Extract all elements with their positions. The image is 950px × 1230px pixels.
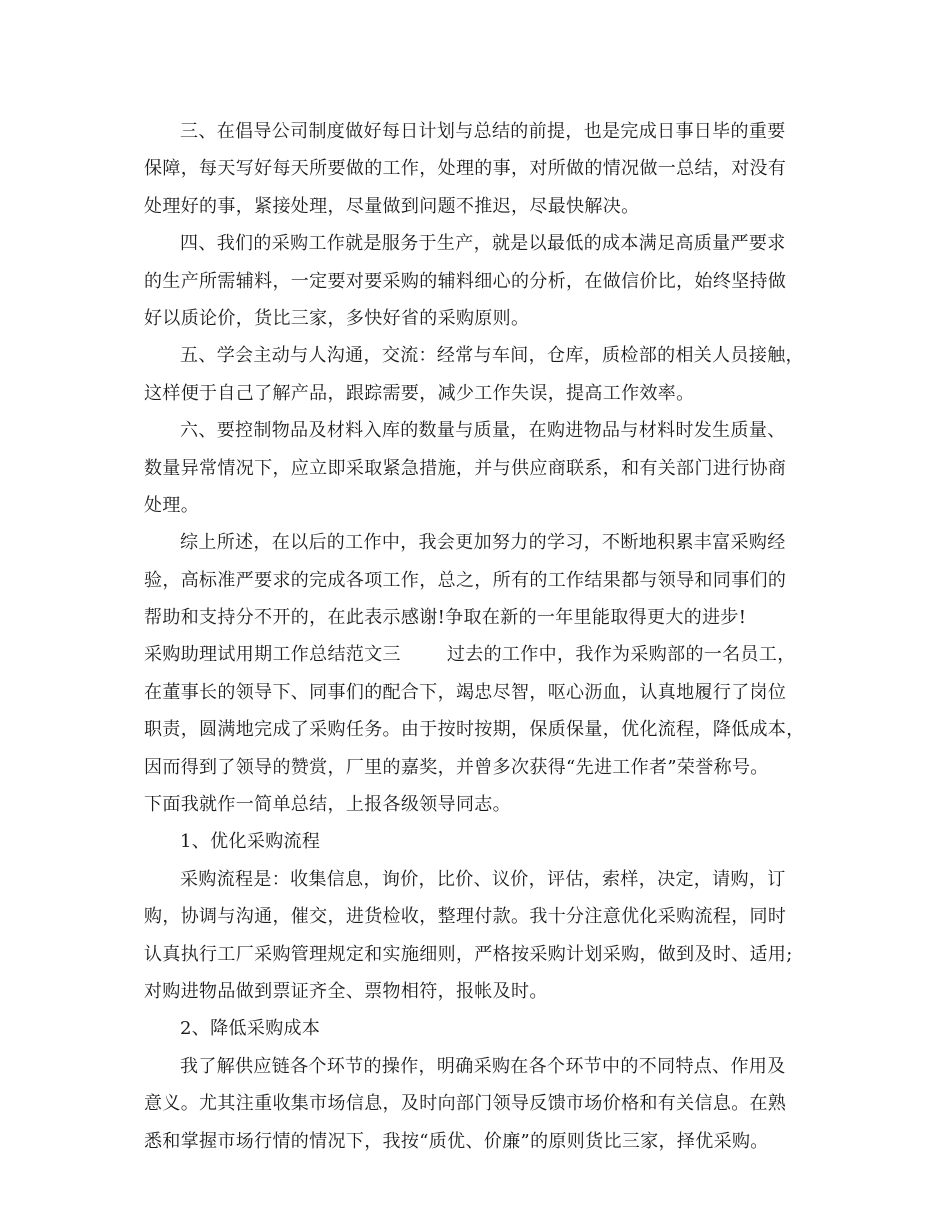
intro-line-3: 职责，圆满地完成了采购任务。由于按时按期，保质保量，优化流程，降低成本， [144, 719, 805, 741]
paragraph-3-line-3: 处理好的事，紧接处理，尽量做到问题不推迟，尽最快解决。 [144, 195, 640, 217]
body-2-line-3: 悉和掌握市场行情的情况下，我按“质优、价廉”的原则货比三家，择优采购。 [144, 1130, 769, 1152]
paragraph-4-line-2: 的生产所需辅料，一定要对要采购的辅料细心的分析，在做信价比，始终坚持做 [144, 270, 787, 292]
section-title-line [144, 636, 806, 673]
paragraph-3-line-1: 三、在倡导公司制度做好每日计划与总结的前提，也是完成日事日毕的重要 [180, 121, 786, 142]
paragraph-5-line-1: 五、学会主动与人沟通，交流：经常与车间，仓库，质检部的相关人员接触， [180, 345, 804, 367]
intro-line-4: 因而得到了领导的赞赏，厂里的嘉奖，并曾多次获得“先进工作者”荣誉称号。 [144, 756, 769, 778]
body-1-line-1: 采购流程是：收集信息，询价，比价、议价，评估，索样，决定，请购，订 [180, 868, 786, 890]
paragraph-6-line-3: 处理。 [144, 494, 200, 516]
body-2-line-1: 我了解供应链各个环节的操作，明确采购在各个环节中的不同特点、作用及 [180, 1055, 786, 1077]
paragraph-4-line-3: 好以质论价，货比三家，多快好省的采购原则。 [144, 307, 530, 329]
heading-1: 1、优化采购流程 [180, 831, 321, 853]
body-2-line-2: 意义。尤其注重收集市场信息，及时向部门领导反馈市场价格和有关信息。在熟 [144, 1093, 787, 1115]
body-1-line-3: 认真执行工厂采购管理规定和实施细则，严格按采购计划采购，做到及时、适用; [144, 943, 793, 965]
summary-line-1: 综上所述，在以后的工作中，我会更加努力的学习，不断地积累丰富采购经 [180, 532, 786, 554]
body-1-line-4: 对购进物品做到票证齐全、票物相符，报帐及时。 [144, 980, 548, 1002]
summary-line-2: 验，高标准严要求的完成各项工作，总之，所有的工作结果都与领导和同事们的 [144, 569, 787, 591]
intro-line-5: 下面我就作一简单总结，上报各级领导同志。 [144, 794, 511, 816]
section-title: 采购助理试用期工作总结范文三 [144, 644, 401, 666]
summary-line-3: 帮助和支持分不开的，在此表示感谢!争取在新的一年里能取得更大的进步! [144, 607, 747, 629]
paragraph-4-line-1: 四、我们的采购工作就是服务于生产，就是以最低的成本满足高质量严要求 [180, 233, 786, 255]
heading-2: 2、降低采购成本 [180, 1018, 321, 1040]
paragraph-5-line-2: 这样便于自己了解产品，跟踪需要，减少工作失误，提高工作效率。 [144, 382, 695, 404]
intro-first-sentence: 过去的工作中，我作为采购部的一名员工， [446, 644, 796, 666]
paragraph-3-line-2: 保障，每天写好每天所要做的工作，处理的事，对所做的情况做一总结，对没有 [144, 158, 787, 180]
paragraph-6-line-1: 六、要控制物品及材料入库的数量与质量，在购进物品与材料时发生质量、 [180, 420, 786, 442]
intro-line-2: 在董事长的领导下、同事们的配合下，竭忠尽智，呕心沥血，认真地履行了岗位 [144, 681, 787, 703]
paragraph-6-line-2: 数量异常情况下，应立即采取紧急措施，并与供应商联系，和有关部门进行协商 [144, 457, 787, 479]
body-1-line-2: 购，协调与沟通，催交，进货检收，整理付款。我十分注意优化采购流程，同时 [144, 906, 787, 928]
document-page [144, 113, 806, 1160]
